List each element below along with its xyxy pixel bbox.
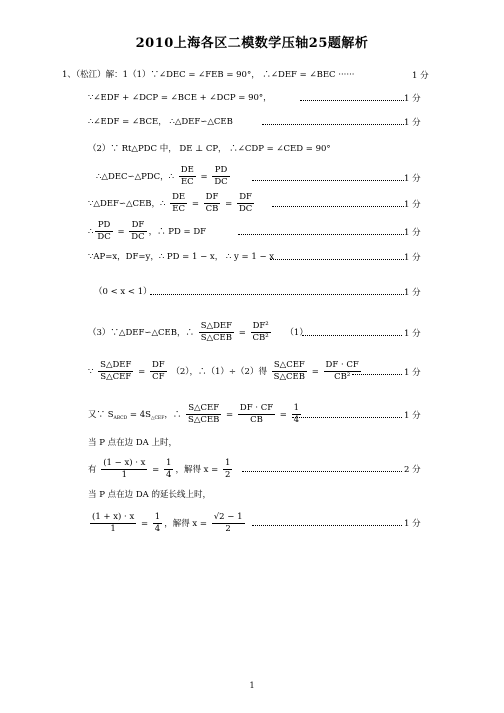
numerator: (1 + x) · x bbox=[92, 512, 135, 522]
score-label: 1 分 bbox=[404, 228, 421, 238]
page-number: 1 bbox=[249, 681, 255, 690]
dot-leader bbox=[300, 100, 404, 101]
numerator: PD bbox=[212, 165, 229, 177]
solution-line-7: ∴ $\frac{PD}{DC}$ = $\frac{DF}{DC}$ ，∴ PD = DF bbox=[88, 220, 207, 242]
line-prefix: 有 bbox=[88, 465, 97, 475]
denominator: 1 bbox=[110, 524, 116, 534]
denominator: DC bbox=[214, 177, 228, 187]
numerator: PD bbox=[95, 220, 112, 232]
dot-leader bbox=[252, 180, 404, 181]
fraction bbox=[204, 192, 221, 215]
denominator: EC bbox=[172, 204, 185, 214]
dot-leader bbox=[252, 525, 402, 526]
score-label: 2 分 bbox=[404, 465, 421, 475]
dot-leader bbox=[150, 294, 404, 295]
numerator: DF² bbox=[251, 321, 271, 333]
numerator: DF · CF bbox=[325, 360, 359, 370]
numerator: √2 − 1 bbox=[213, 512, 243, 522]
numerator: DE bbox=[172, 192, 186, 202]
dot-leader bbox=[242, 471, 402, 472]
solution-line-14: 有 $\frac{(1 - x) \cdot x}{1}$ = $\frac{1}{4}$ ，解得 x = $\frac{1}{2}$ bbox=[88, 458, 231, 480]
line-prefix: ∵ bbox=[88, 367, 94, 377]
line-text: ，解得 x = bbox=[175, 465, 219, 475]
fraction bbox=[170, 192, 187, 215]
numerator: 1 bbox=[293, 403, 300, 413]
solution-line-5: ∴△DEC∽△PDC，∴ $\frac{DE}{EC}$ = $\frac{PD}{DC}$ bbox=[96, 165, 228, 187]
numerator: S△CEF bbox=[272, 360, 307, 372]
denominator: 4 bbox=[154, 524, 161, 534]
denominator: 2 bbox=[225, 524, 231, 534]
score-label: 1 分 bbox=[404, 253, 421, 263]
dot-leader bbox=[270, 259, 404, 260]
solution-line-8: ∵AP=x，DF=y，∴ PD = 1 − x， ∴ y = 1 − x bbox=[88, 252, 275, 262]
line-prefix: ∵△DEF∽△CEB，∴ bbox=[88, 199, 166, 209]
score-label: 1 分 bbox=[404, 411, 421, 421]
score-label: 1 分 bbox=[404, 94, 421, 104]
equation-tag: （1） bbox=[285, 328, 308, 338]
subscript: ABCD bbox=[113, 416, 128, 421]
line-prefix: ∴△DEC∽△PDC，∴ bbox=[96, 172, 175, 182]
numerator: S△DEF bbox=[100, 360, 132, 370]
solution-line-15: 当 P 点在边 DA 的延长线上时， bbox=[88, 490, 211, 500]
denominator: CB² bbox=[252, 333, 269, 343]
fraction bbox=[150, 360, 167, 383]
fraction bbox=[101, 458, 147, 481]
score-label: 1 分 bbox=[404, 329, 421, 339]
score-label: 1 分 bbox=[404, 519, 421, 529]
numerator: DF bbox=[129, 220, 146, 232]
numerator: DE bbox=[180, 165, 194, 175]
fraction bbox=[324, 360, 361, 383]
denominator: 4 bbox=[166, 470, 172, 480]
solution-line-16: $\frac{(1 + x) \cdot x}{1}$ = $\frac{1}{4}$ ，解得 x = $\frac{√2 - 1}{2}$ bbox=[92, 512, 243, 534]
denominator: CB bbox=[250, 415, 263, 425]
score-label: 1 分 bbox=[412, 71, 429, 81]
denominator: CB² bbox=[334, 372, 351, 382]
solution-line-1: 1、（松江）解：1（1）∵∠DEC = ∠FEB = 90°， ∴∠DEF = ∠BEC ······ bbox=[62, 70, 355, 80]
score-label: 1 分 bbox=[404, 368, 421, 378]
solution-line-13: 当 P 点在边 DA 上时， bbox=[88, 438, 177, 448]
denominator: 2 bbox=[224, 470, 231, 480]
dot-leader bbox=[352, 374, 402, 375]
solution-line-12: 又∵ $S_{ABCD} = 4S_{\triangle CEF}$，∴ $\frac{\text{S△CEF}}{\text{S△CEB}}$ = $\frac{DF \cdot CF}{CB}$ = $\frac{1}{4}$ bbox=[88, 403, 300, 425]
line-text: （2），∴（1）÷（2）得 bbox=[171, 367, 267, 377]
fraction bbox=[98, 360, 133, 383]
dot-leader bbox=[262, 124, 404, 125]
score-label: 1 分 bbox=[404, 118, 421, 128]
fraction bbox=[238, 403, 275, 426]
score-label: 1 分 bbox=[404, 174, 421, 184]
numerator: DF bbox=[204, 192, 221, 204]
fraction bbox=[164, 458, 173, 481]
fraction bbox=[223, 458, 232, 481]
line-prefix: （3）∵△DEF∽△CEB，∴ bbox=[88, 328, 194, 338]
denominator: EC bbox=[180, 177, 194, 187]
score-label: 1 分 bbox=[404, 200, 421, 210]
numerator: (1 − x) · x bbox=[103, 458, 146, 468]
fraction bbox=[129, 220, 146, 243]
fraction bbox=[237, 192, 254, 215]
denominator: S△CEB bbox=[188, 415, 220, 425]
subscript: △CEF bbox=[151, 416, 165, 421]
denominator: 1 bbox=[121, 470, 128, 480]
denominator: S△CEB bbox=[200, 333, 233, 343]
dot-leader bbox=[238, 234, 404, 235]
fraction bbox=[179, 165, 196, 188]
line-prefix: 又∵ S bbox=[88, 410, 114, 420]
denominator: DC bbox=[97, 232, 111, 242]
page-title: 2010上海各区二模数学压轴25题解析 bbox=[135, 36, 369, 51]
denominator: CB bbox=[205, 204, 219, 214]
denominator: CF bbox=[152, 372, 165, 382]
solution-line-10: （3）∵△DEF∽△CEB，∴ $\frac{\text{S△DEF}}{\text{S△CEB}}$ = $\frac{\text{DF²}}{\text{CB²}}$ （1） bbox=[88, 321, 308, 343]
solution-line-4: （2）∵ Rt△PDC 中， DE ⊥ CP， ∴∠CDP = ∠CED = 90° bbox=[88, 144, 331, 154]
numerator: 1 bbox=[224, 458, 231, 468]
numerator: DF · CF bbox=[239, 403, 274, 413]
dot-leader bbox=[272, 206, 404, 207]
numerator: DF bbox=[151, 360, 165, 370]
numerator: S△DEF bbox=[199, 321, 234, 333]
fraction bbox=[251, 321, 271, 344]
numerator: 1 bbox=[154, 512, 161, 522]
denominator: S△CEB bbox=[273, 372, 305, 382]
numerator: S△CEF bbox=[186, 403, 221, 415]
dot-leader bbox=[302, 335, 402, 336]
solution-line-2: ∵∠EDF + ∠DCP = ∠BCE + ∠DCP = 90°， bbox=[88, 93, 272, 103]
fraction bbox=[212, 512, 245, 535]
solution-line-3: ∴∠EDF = ∠BCE， ∴△DEF∽△CEB bbox=[88, 117, 233, 127]
numerator: DF bbox=[237, 192, 254, 204]
denominator: 4 bbox=[293, 415, 300, 425]
dot-leader bbox=[292, 417, 402, 418]
line-text: ，解得 x = bbox=[164, 519, 208, 529]
solution-line-11: ∵ $\frac{\text{S△DEF}}{\text{S△CEF}}$ = $\frac{DF}{CF}$ （2），∴（1）÷（2）得 $\frac{\text{S△CEF}}{\text{S△CEB}}$ = $\frac{DF \cdot CF}{\text{CB²}}$ bbox=[88, 360, 359, 382]
solution-line-9: （0 < x < 1） bbox=[94, 287, 152, 297]
fraction bbox=[272, 360, 307, 383]
denominator: DC bbox=[238, 204, 253, 214]
denominator: DC bbox=[131, 232, 145, 242]
fraction bbox=[199, 321, 234, 344]
solution-line-6: ∵△DEF∽△CEB，∴ $\frac{DE}{EC}$ = $\frac{DF}{CB}$ = $\frac{DF}{DC}$ bbox=[88, 192, 253, 214]
fraction bbox=[90, 512, 136, 535]
fraction bbox=[186, 403, 221, 426]
fraction bbox=[292, 403, 301, 426]
score-label: 1 分 bbox=[404, 288, 421, 298]
fraction bbox=[153, 512, 162, 535]
line-text: = 4S bbox=[127, 410, 151, 420]
denominator: S△CEF bbox=[100, 372, 132, 382]
line-text: ，∴ PD = DF bbox=[148, 227, 207, 237]
fraction bbox=[212, 165, 229, 188]
fraction bbox=[95, 220, 112, 243]
numerator: 1 bbox=[166, 458, 172, 468]
